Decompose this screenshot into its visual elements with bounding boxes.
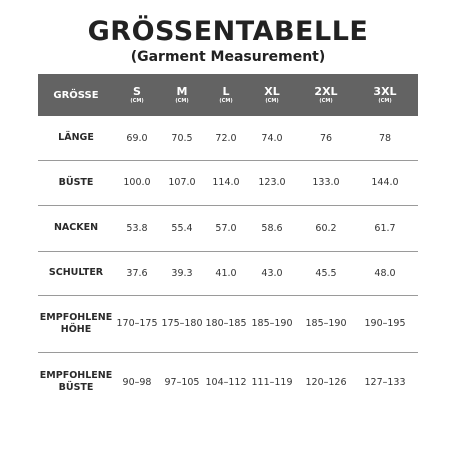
row-label-line: EMPFOHLENE [39,311,113,323]
size-name: M [176,85,188,98]
page-subtitle: (Garment Measurement) [130,49,326,65]
table-cell: 43.0 [261,267,283,279]
table-cell: 55.4 [171,222,193,234]
page-title: GRÖSSENTABELLE [87,16,369,47]
row-label [34,205,118,251]
row-divider [38,160,418,161]
table-cell: 78 [378,132,392,144]
row-label-line: SCHULTER [48,267,104,278]
size-unit: (CM) [130,98,144,104]
size-unit: (CM) [319,98,333,104]
row-label-line: EMPFOHLENE [39,370,113,381]
table-cell: 53.8 [126,222,148,234]
row-label-line: BÜSTE [58,176,94,188]
size-name: 3XL [373,85,397,98]
table-cell: 100.0 [123,177,151,188]
table-cell: 120–126 [305,376,347,388]
table-cell: 133.0 [312,177,340,188]
table-cell: 180–185 [205,318,247,329]
table-cell: 111–119 [251,376,293,388]
size-column-header [200,74,252,116]
row-label [34,160,118,205]
table-cell: 37.6 [126,267,148,279]
table-cell: 170–175 [116,318,158,329]
table-cell: 190–195 [364,318,406,329]
table-cell: 48.0 [374,267,396,279]
table-cell: 70.5 [171,132,193,144]
row-label [34,251,118,295]
table-cell: 41.0 [215,267,237,279]
row-label-line: LÄNGE [58,132,94,143]
size-column-header [246,74,298,116]
size-unit: (CM) [265,98,279,104]
size-column-header [300,74,352,116]
row-label [34,352,118,412]
row-divider [38,295,418,296]
table-cell: 104–112 [205,376,247,388]
size-name: S [133,85,141,98]
row-label-line: NACKEN [53,222,99,233]
row-label-line: BÜSTE [58,382,94,393]
table-cell: 45.5 [315,267,337,279]
size-name: L [222,85,230,98]
table-cell: 58.6 [261,222,283,234]
table-cell: 185–190 [305,318,347,329]
table-cell: 76 [319,132,333,144]
table-cell: 175–180 [161,318,203,329]
table-cell: 69.0 [126,132,148,144]
table-cell: 60.2 [315,222,337,234]
row-label [34,295,118,352]
row-label [34,116,118,160]
table-cell: 72.0 [215,132,237,144]
size-unit: (CM) [219,98,233,104]
table-cell: 97–105 [164,376,200,388]
row-divider [38,251,418,252]
row-label-line: HÖHE [60,323,92,335]
table-cell: 144.0 [371,177,399,188]
table-cell: 107.0 [168,177,196,188]
size-name: 2XL [314,85,338,98]
table-cell: 114.0 [212,177,240,188]
row-divider [38,352,418,353]
table-cell: 74.0 [261,132,283,144]
table-cell: 39.3 [171,267,193,279]
row-divider [38,205,418,206]
table-cell: 123.0 [258,177,286,188]
header-corner-label: GRÖSSE [53,89,99,101]
table-cell: 185–190 [251,318,293,329]
table-cell: 61.7 [374,222,396,234]
table-cell: 127–133 [364,376,406,388]
size-column-header [359,74,411,116]
table-cell: 90–98 [122,376,152,388]
size-name: XL [264,85,280,98]
size-unit: (CM) [378,98,392,104]
table-cell: 57.0 [215,222,237,234]
size-unit: (CM) [175,98,189,104]
